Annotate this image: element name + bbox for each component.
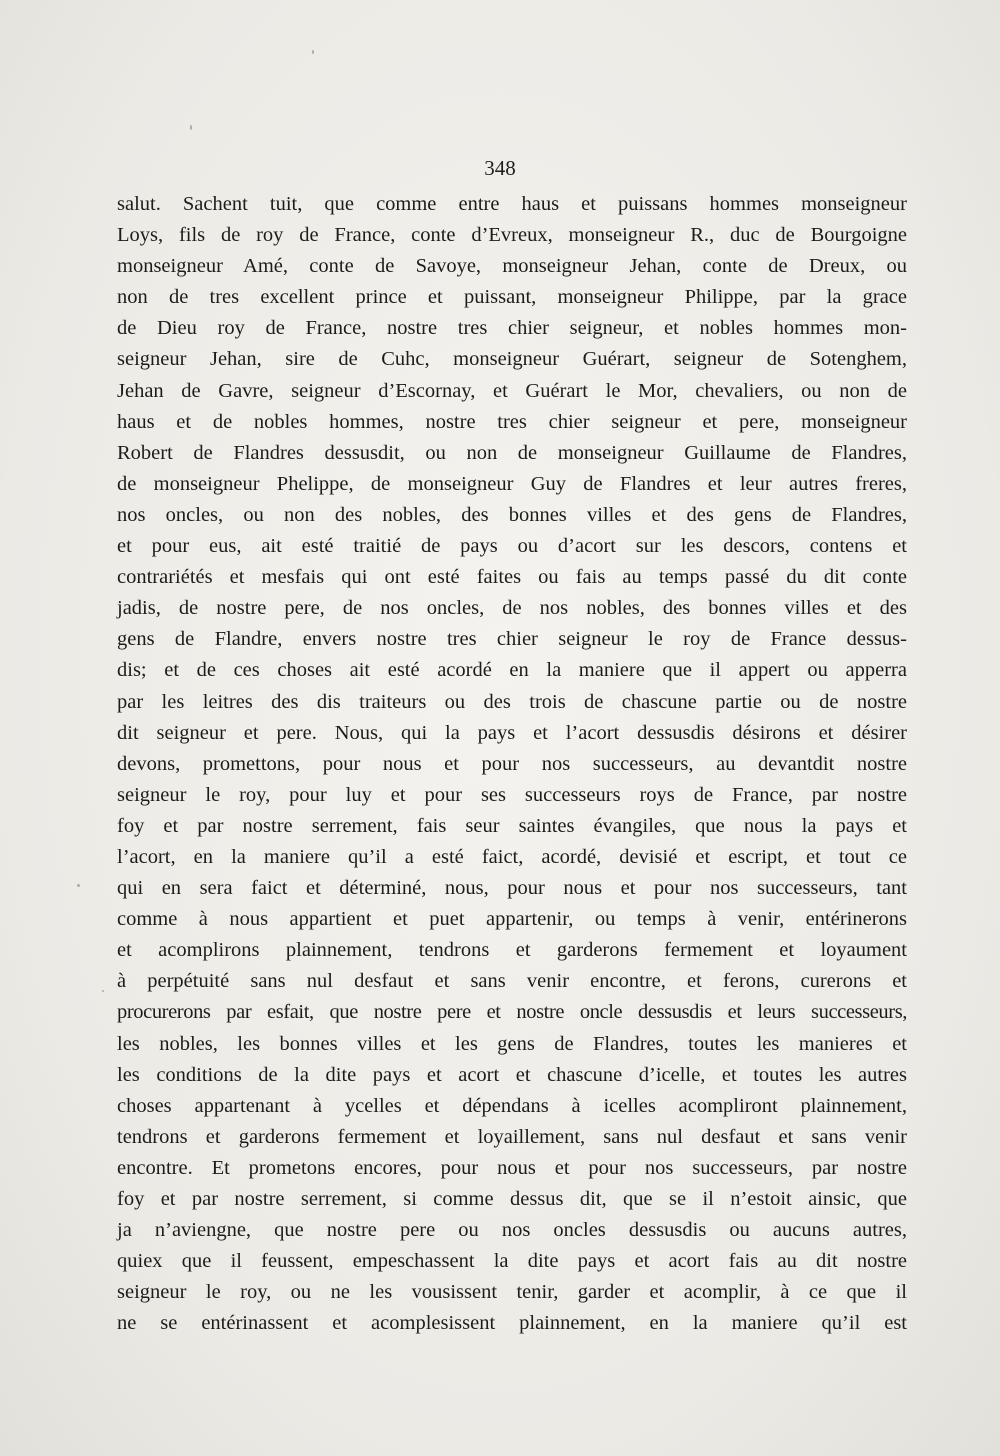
text-line: haus et de nobles hommes, nostre tres chier seigneur et pere, monseigneur (117, 410, 907, 433)
text-line: les conditions de la dite pays et acort et chascune d’icelle, et toutes les autres (117, 1063, 907, 1086)
body-text (117, 189, 907, 1339)
paper-speck (312, 50, 314, 54)
text-line: par les leitres des dis traiteurs ou des trois de chascune partie ou de nostre (117, 690, 907, 713)
text-line: devons, promettons, pour nous et pour nos successeurs, au devantdit nostre (117, 752, 907, 775)
text-line: de monseigneur Phelippe, de monseigneur Guy de Flandres et leur autres freres, (117, 472, 907, 495)
text-line: ja n’aviengne, que nostre pere ou nos oncles dessusdis ou aucuns autres, (117, 1219, 907, 1242)
text-line: encontre. Et prometons encores, pour nous et pour nos successeurs, par nostre (117, 1156, 907, 1179)
paper-speck (77, 884, 80, 887)
text-line: l’acort, en la maniere qu’il a esté faict, acordé, devisié et escript, et tout ce (117, 845, 907, 868)
text-line: Jehan de Gavre, seigneur d’Escornay, et Guérart le Mor, chevaliers, ou non de (117, 379, 907, 402)
text-line: gens de Flandre, envers nostre tres chier seigneur le roy de France dessus- (117, 628, 907, 651)
paper-speck (102, 990, 104, 992)
text-line: foy et par nostre serrement, fais seur saintes évangiles, que nous la pays et (117, 814, 907, 837)
paper-speck (190, 125, 192, 130)
text-line: Robert de Flandres dessusdit, ou non de monseigneur Guillaume de Flandres, (117, 441, 907, 464)
text-line: foy et par nostre serrement, si comme dessus dit, que se il n’estoit ainsic, que (117, 1188, 907, 1210)
text-line: Loys, fils de roy de France, conte d’Evreux, monseigneur R., duc de Bourgoigne (117, 224, 907, 247)
text-line: qui en sera faict et déterminé, nous, pour nous et pour nos successeurs, tant (117, 877, 907, 900)
text-line: à perpétuité sans nul desfaut et sans venir encontre, et ferons, curerons et (117, 970, 907, 993)
text-line: seigneur le roy, ou ne les vousissent tenir, garder et acomplir, à ce que il (117, 1281, 907, 1304)
text-line: monseigneur Amé, conte de Savoye, monseigneur Jehan, conte de Dreux, ou (117, 255, 907, 278)
text-line: choses appartenant à ycelles et dépendans à icelles acompliront plainnement, (117, 1094, 907, 1117)
text-line: dis; et de ces choses ait esté acordé en la maniere que il appert ou apperra (117, 659, 907, 682)
text-line: seigneur Jehan, sire de Cuhc, monseigneur Guérart, seigneur de Sotenghem, (117, 348, 907, 371)
text-line: salut. Sachent tuit, que comme entre haus et puissans hommes monseigneur (117, 193, 907, 215)
text-line: et pour eus, ait esté traitié de pays ou d’acort sur les descors, contens et (117, 535, 907, 558)
text-line: procurerons par esfait, que nostre pere et nostre oncle dessusdis et leurs successeurs, (117, 1001, 907, 1024)
text-line: de Dieu roy de France, nostre tres chier seigneur, et nobles hommes mon- (117, 317, 907, 340)
text-line: nos oncles, ou non des nobles, des bonnes villes et des gens de Flandres, (117, 503, 907, 526)
text-line: non de tres excellent prince et puissant, monseigneur Philippe, par la grace (117, 286, 907, 309)
page-number: 348 (484, 156, 516, 180)
text-line: ne se entérinassent et acomplesissent plainnement, en la maniere qu’il est (117, 1312, 907, 1335)
text-line: comme à nous appartient et puet appartenir, ou temps à venir, entérinerons (117, 908, 907, 931)
text-line: et acomplirons plainnement, tendrons et garderons fermement et loyaument (117, 939, 907, 962)
text-line: seigneur le roy, pour luy et pour ses successeurs roys de France, par nostre (117, 783, 907, 806)
text-line: dit seigneur et pere. Nous, qui la pays et l’acort dessusdis désirons et désirer (117, 721, 907, 744)
text-line: les nobles, les bonnes villes et les gens de Flandres, toutes les manieres et (117, 1032, 907, 1055)
text-line: quiex que il feussent, empeschassent la dite pays et acort fais au dit nostre (117, 1250, 907, 1273)
text-line: contrariétés et mesfais qui ont esté faites ou fais au temps passé du dit conte (117, 566, 907, 589)
text-line: tendrons et garderons fermement et loyaillement, sans nul desfaut et sans venir (117, 1125, 907, 1148)
text-line: jadis, de nostre pere, de nos oncles, de nos nobles, des bonnes villes et des (117, 597, 907, 620)
